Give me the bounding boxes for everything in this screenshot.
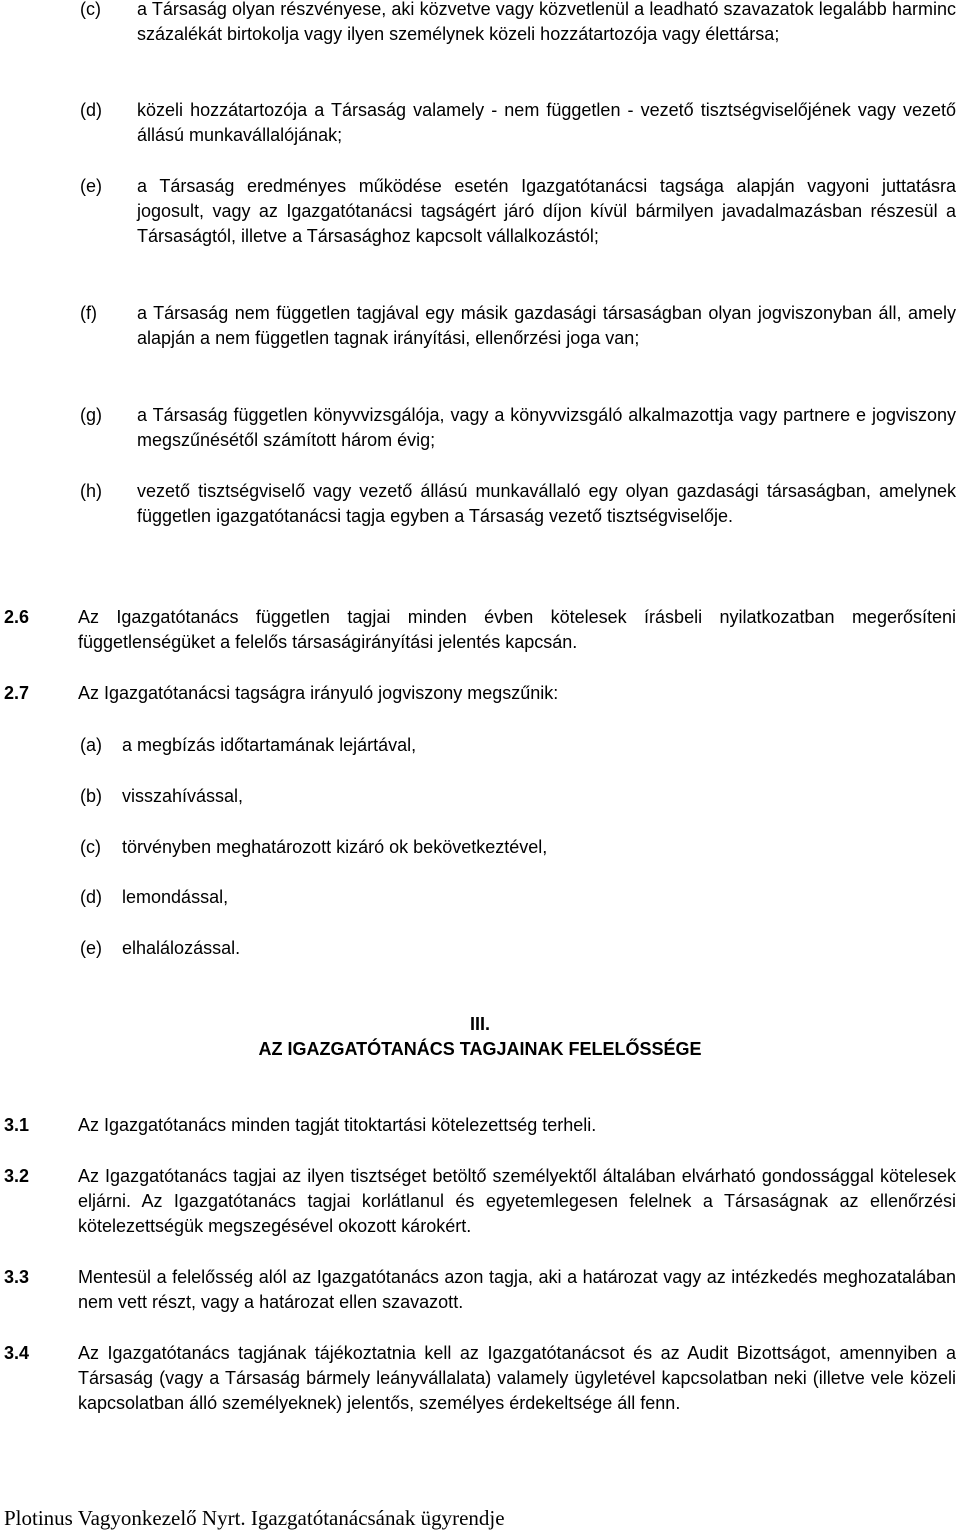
list-item-label: (g): [80, 405, 102, 425]
page-footer: Plotinus Vagyonkezelő Nyrt. Igazgatótanácsának ügyrendje: [4, 1506, 505, 1530]
section-text: Az Igazgatótanács tagjai az ilyen tisztséget betöltő személyektől általában elvárható gondossággal kötelesek eljárni. Az Igazgatótanács tagjai korlátlanul és egyetemlegesen felelnek a Társaságnak az ellenőrzési kötelezettségük megszegésével okozott károkért.: [78, 1166, 956, 1236]
termination-item-label: (b): [80, 786, 102, 806]
termination-item-text: visszahívással,: [122, 786, 244, 806]
list-item-text: vezető tisztségviselő vagy vezető állású munkavállaló egy olyan gazdasági társaságban, amelynek független igazgatótanácsi tagja egyben a Társaság vezető tisztségviselője.: [137, 481, 956, 526]
section-number: 3.3: [4, 1267, 30, 1287]
section-number: 3.1: [4, 1115, 30, 1135]
termination-item-e: [80, 936, 780, 961]
section-number: 2.6: [4, 607, 30, 627]
list-item-label: (f): [80, 303, 97, 323]
termination-item-label: (a): [80, 735, 102, 755]
chapter-number: III.: [469, 1014, 490, 1034]
termination-item-b: [80, 784, 780, 809]
list-item-text: a Társaság független könyvvizsgálója, vagy a könyvvizsgáló alkalmazottja vagy partnere e jogviszony megszűnésétől számított három évig;: [137, 405, 956, 450]
section-text: Az Igazgatótanács minden tagját titoktartási kötelezettség terheli.: [78, 1115, 597, 1135]
termination-item-text: elhalálozással.: [122, 938, 241, 958]
termination-item-text: a megbízás időtartamának lejártával,: [122, 735, 417, 755]
section-text: Az Igazgatótanács tagjának tájékoztatnia kell az Igazgatótanácsot és az Audit Bizottságot, amennyiben a Társaság (vagy a Társaság bármely leányvállalata) valamely ügyletével kapcsolatban neki (illetve vele közeli kapcsolatban álló személyeknek) jelentős, személyes érdekeltsége áll fenn.: [78, 1343, 956, 1413]
termination-item-text: lemondással,: [122, 887, 229, 907]
termination-item-a: [80, 733, 780, 758]
section-text: Az Igazgatótanácsi tagságra irányuló jogviszony megszűnik:: [78, 683, 559, 703]
termination-item-label: (e): [80, 938, 102, 958]
list-item-label: (e): [80, 176, 102, 196]
list-item-label: (d): [80, 100, 102, 120]
section-text: Az Igazgatótanács független tagjai minden évben kötelesek írásbeli nyilatkozatban megerősíteni függetlenségüket a felelős társaságirányítási jelentés kapcsán.: [78, 607, 956, 652]
section-number: 3.4: [4, 1343, 30, 1363]
termination-item-d: [80, 885, 780, 910]
list-item-text: a Társaság olyan részvényese, aki közvetve vagy közvetlenül a leadható szavazatok legalább harminc százalékát birtokolja vagy ilyen személynek közeli hozzátartozója vagy élettársa;: [137, 0, 956, 44]
termination-item-label: (d): [80, 887, 102, 907]
section-number: 2.7: [4, 683, 30, 703]
termination-item-label: (c): [80, 837, 101, 857]
termination-item-c: [80, 835, 780, 860]
list-item-text: a Társaság nem független tagjával egy másik gazdasági társaságban olyan jogviszonyban áll, amely alapján a nem független tagnak irányítási, ellenőrzési joga van;: [137, 303, 956, 348]
chapter-title: AZ IGAZGATÓTANÁCS TAGJAINAK FELELŐSSÉGE: [258, 1039, 702, 1059]
list-item-text: közeli hozzátartozója a Társaság valamely - nem független - vezető tisztségviselőjének vagy vezető állású munkavállalójának;: [137, 100, 956, 145]
list-item-label: (c): [80, 0, 101, 19]
list-item-text: a Társaság eredményes működése esetén Igazgatótanácsi tagsága alapján vagyoni juttatásra jogosult, vagy az Igazgatótanácsi tagságért járó díjon kívül bármilyen javadalmazásban részesül a Társaságtól, illetve a Társasághoz kapcsolt vállalkozástól;: [137, 176, 956, 246]
termination-item-text: törvényben meghatározott kizáró ok bekövetkeztével,: [122, 837, 548, 857]
list-item-label: (h): [80, 481, 102, 501]
section-number: 3.2: [4, 1166, 30, 1186]
section-text: Mentesül a felelősség alól az Igazgatótanács azon tagja, aki a határozat vagy az intézkedés meghozatalában nem vett részt, vagy a határozat ellen szavazott.: [78, 1267, 956, 1312]
